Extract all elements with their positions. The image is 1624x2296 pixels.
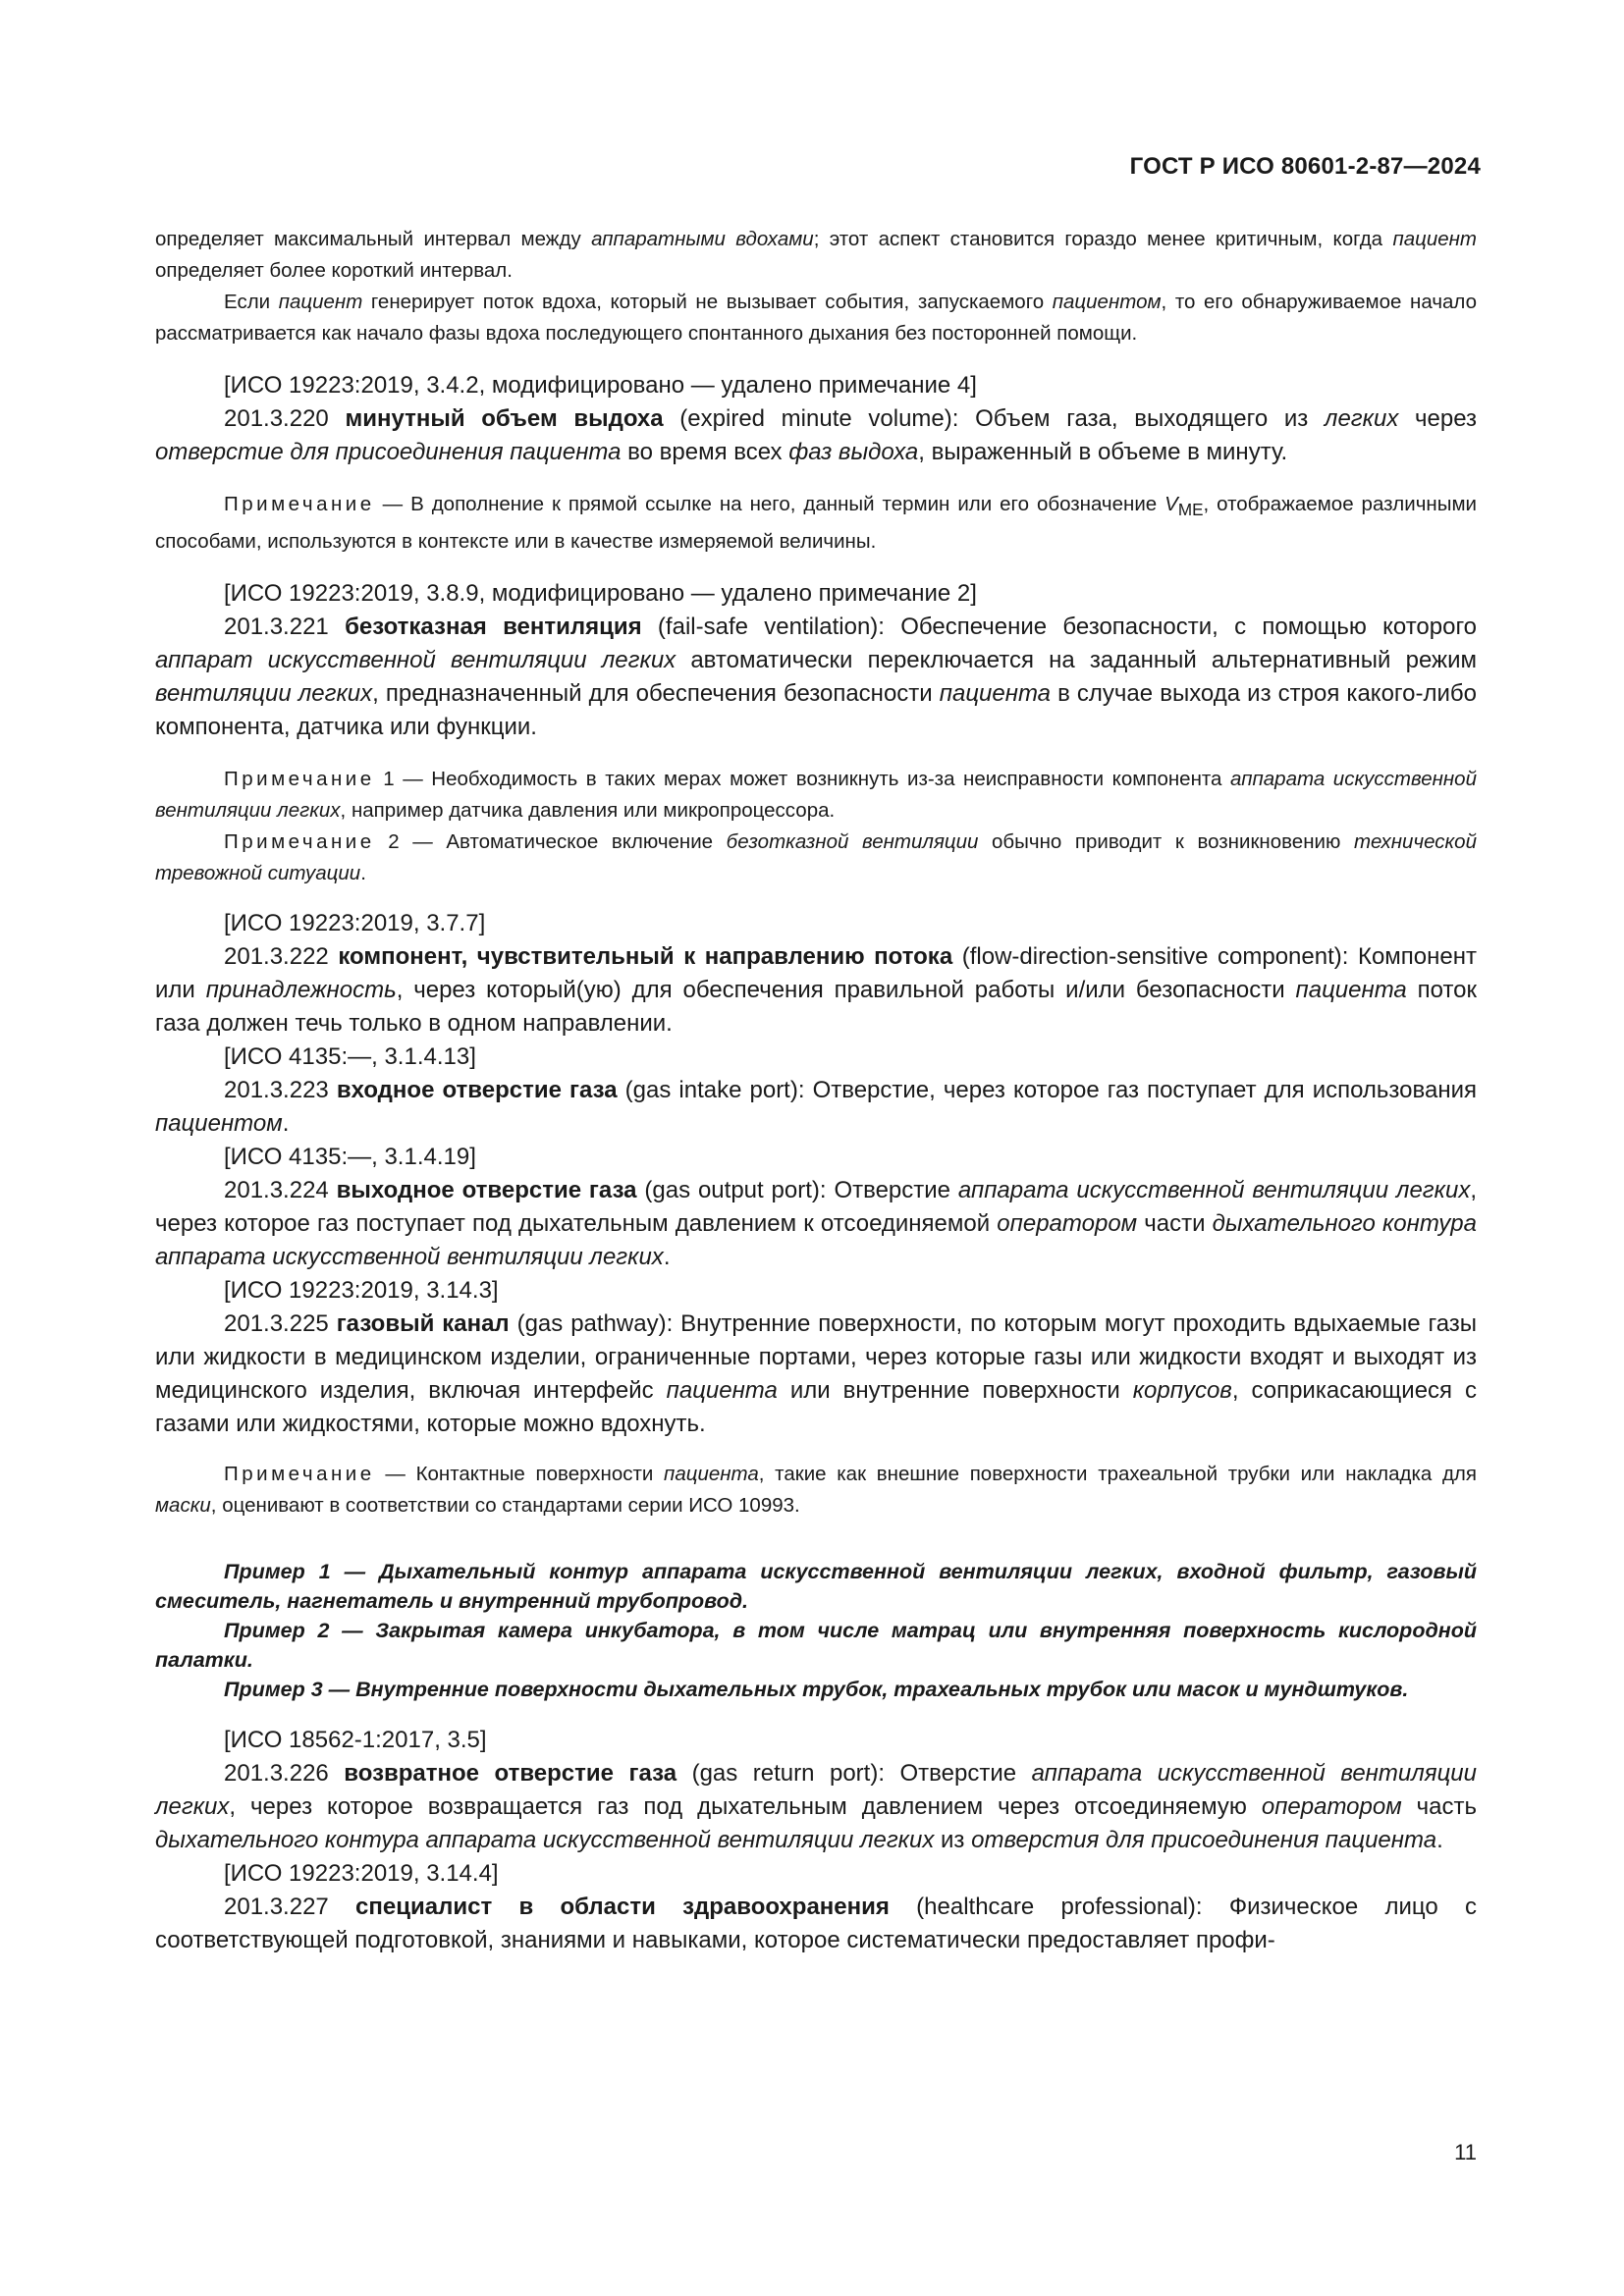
example-3: Пример 3 — Внутренние поверхности дыхательных трубок, трахеальных трубок или масок и мундштуков. <box>224 1678 1409 1702</box>
note-201-3-221-2: Примечание 2 — Автоматическое включение безотказной вентиляции обычно приводит к возникновению технической тревожной ситуации. <box>155 830 1477 885</box>
source-citation: [ИСО 4135:—, 3.1.4.13] <box>224 1043 476 1071</box>
paragraph-continued: определяет максимальный интервал между аппаратными вдохами; этот аспект становится гораздо менее критичным, когда пациент определяет более короткий интервал. <box>155 228 1478 282</box>
definition-201-3-220: 201.3.220 минутный объем выдоха (expired minute volume): Объем газа, выходящего из легких через отверстие для присоединения пациента во время всех фаз выдоха, выраженный в объеме в минуту. <box>155 405 1478 465</box>
definition-201-3-226: 201.3.226 возвратное отверстие газа (gas return port): Отверстие аппарата искусственной вентиляции легких, через которое возвращается газ под дыхательным давлением через отсоединяемую оператором часть дыхательного контура аппарата искусственной вентиляции легких из отверстия для присоединения пациента. <box>155 1760 1478 1854</box>
definition-201-3-225: 201.3.225 газовый канал (gas pathway): Внутренние поверхности, по которым могут проходить вдыхаемые газы или жидкости в медицинском изделии, ограниченные портами, через которые газы или жидкости входят и выходят из медицинского изделия, включая интерфейс пациента или внутренние поверхности корпусов, соприкасающиеся с газами или жидкостями, которые можно вдохнуть. <box>155 1310 1478 1438</box>
note-201-3-220: Примечание — В дополнение к прямой ссылке на него, данный термин или его обозначение $V_{ME}$, отображаемое различными способами, используются в контексте или в качестве измеряемой величины. <box>155 493 1477 554</box>
example-2: Пример 2 — Закрытая камера инкубатора, в том числе матрац или внутренняя поверхность кислородной палатки. <box>155 1619 1477 1673</box>
definition-201-3-227: 201.3.227 специалист в области здравоохранения (healthcare professional): Физическое лицо с соответствующей подготовкой, знаниями и навыками, которое систематически предоставляет профи- <box>155 1894 1478 1954</box>
page-body <box>155 224 1477 1957</box>
source-citation: [ИСО 19223:2019, 3.8.9, модифицировано — удалено примечание 2] <box>224 580 977 608</box>
source-citation: [ИСО 19223:2019, 3.14.3] <box>224 1277 499 1305</box>
page-number: 11 <box>1454 2140 1477 2164</box>
definition-201-3-224: 201.3.224 выходное отверстие газа (gas output port): Отверстие аппарата искусственной вентиляции легких, через которое газ поступает под дыхательным давлением к отсоединяемой оператором части дыхательного контура аппарата искусственной вентиляции легких. <box>155 1177 1477 1271</box>
definition-201-3-222: 201.3.222 компонент, чувствительный к направлению потока (flow-direction-sensitive component): Компонент или принадлежность, через который(ую) для обеспечения правильной работы и/или безопасности пациента поток газа должен течь только в одном направлении. <box>155 943 1478 1038</box>
source-citation: [ИСО 19223:2019, 3.7.7] <box>224 910 486 937</box>
note-201-3-221-1: Примечание 1 — Необходимость в таких мерах может возникнуть из-за неисправности компонента аппарата искусственной вентиляции легких, например датчика давления или микропроцессора. <box>155 768 1477 823</box>
document-header: ГОСТ Р ИСО 80601-2-87—2024 <box>1129 153 1481 180</box>
definition-201-3-223: 201.3.223 входное отверстие газа (gas intake port): Отверстие, через которое газ поступает для использования пациентом. <box>155 1077 1477 1138</box>
source-citation: [ИСО 19223:2019, 3.4.2, модифицировано — удалено примечание 4] <box>224 372 977 399</box>
source-citation: [ИСО 4135:—, 3.1.4.19] <box>224 1144 476 1171</box>
paragraph-patient-trigger: Если пациент генерирует поток вдоха, который не вызывает события, запускаемого пациентом, то его обнаруживаемое начало рассматривается как начало фазы вдоха последующего спонтанного дыхания без посторонней помощи. <box>155 291 1477 345</box>
example-1: Пример 1 — Дыхательный контур аппарата искусственной вентиляции легких, входной фильтр, газовый смеситель, нагнетатель и внутренний трубопровод. <box>155 1560 1477 1614</box>
note-201-3-225: Примечание — Контактные поверхности пациента, такие как внешние поверхности трахеальной трубки или накладка для маски, оценивают в соответствии со стандартами серии ИСО 10993. <box>155 1463 1477 1518</box>
source-citation: [ИСО 18562-1:2017, 3.5] <box>224 1727 487 1754</box>
source-citation: [ИСО 19223:2019, 3.14.4] <box>224 1860 499 1888</box>
definition-201-3-221: 201.3.221 безотказная вентиляция (fail-safe ventilation): Обеспечение безопасности, с помощью которого аппарат искусственной вентиляции легких автоматически переключается на заданный альтернативный режим вентиляции легких, предназначенный для обеспечения безопасности пациента в случае выхода из строя какого-либо компонента, датчика или функции. <box>155 614 1478 741</box>
